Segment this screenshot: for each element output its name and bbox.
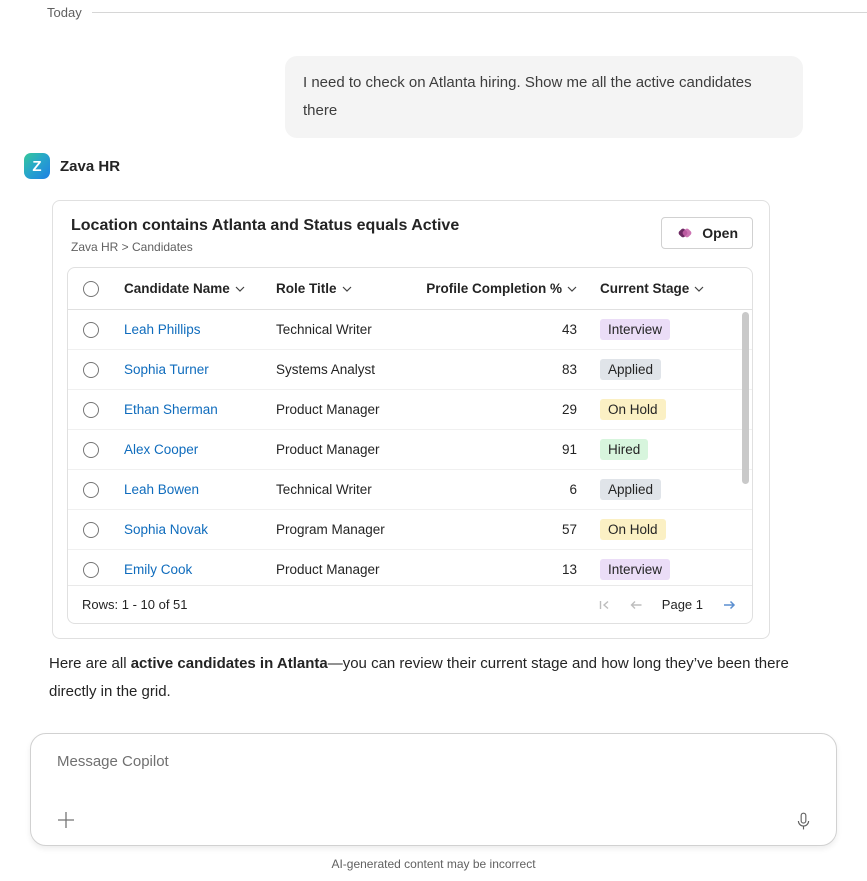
page-number-label: Page 1 [661, 597, 703, 612]
plus-icon [55, 809, 77, 831]
message-composer[interactable] [30, 733, 837, 846]
candidate-name-cell [114, 482, 266, 497]
candidate-name-link[interactable]: Alex Cooper [124, 442, 199, 457]
rows-count-label: Rows: 1 - 10 of 51 [82, 597, 188, 612]
first-page-button[interactable] [596, 597, 612, 613]
row-select-cell [68, 402, 114, 418]
table-row [68, 430, 752, 470]
row-select-cell [68, 522, 114, 538]
row-select-cell [68, 442, 114, 458]
table-row [68, 390, 752, 430]
next-page-button[interactable] [721, 597, 738, 613]
role-title-cell: Systems Analyst [276, 362, 376, 377]
row-select-cell [68, 362, 114, 378]
role-title-cell: Technical Writer [276, 482, 372, 497]
current-stage-cell [577, 519, 752, 540]
user-message-text: I need to check on Atlanta hiring. Show me all the active candidates there [303, 74, 752, 119]
card-header-text [71, 217, 459, 254]
response-bold: active candidates in Atlanta [130, 655, 328, 672]
current-stage-cell [577, 399, 752, 420]
table-row [68, 550, 752, 585]
agent-header [24, 153, 120, 179]
row-checkbox[interactable] [83, 362, 99, 378]
date-divider [47, 5, 867, 20]
candidate-name-link[interactable]: Sophia Novak [124, 522, 209, 537]
card-header [67, 217, 753, 254]
date-divider-line [92, 12, 867, 13]
status-badge: Interview [600, 319, 670, 340]
add-attachment-button[interactable] [55, 809, 77, 831]
chevron-down-icon [342, 286, 352, 292]
candidate-name-cell [114, 402, 266, 417]
select-all-cell [68, 281, 114, 297]
role-title-cell: Product Manager [276, 562, 380, 577]
row-select-cell [68, 562, 114, 578]
response-prefix: Here are all [49, 655, 131, 672]
current-stage-cell [577, 559, 752, 580]
open-button[interactable] [661, 217, 753, 249]
role-title-cell: Product Manager [276, 402, 380, 417]
chevron-down-icon [694, 286, 704, 292]
table-row [68, 510, 752, 550]
agent-avatar [24, 153, 50, 179]
grid-footer [68, 585, 752, 623]
candidate-name-link[interactable]: Leah Phillips [124, 322, 201, 337]
candidates-grid [67, 267, 753, 624]
arrow-left-icon [628, 597, 644, 613]
pagination [596, 597, 738, 613]
date-divider-label: Today [47, 5, 82, 20]
column-header-role-title[interactable]: Role Title [266, 281, 420, 296]
row-select-cell [68, 482, 114, 498]
results-card [52, 200, 770, 639]
profile-completion-cell: 43 [561, 322, 577, 337]
chevron-down-icon [235, 286, 245, 292]
profile-completion-cell: 29 [561, 402, 577, 417]
candidate-name-cell [114, 562, 266, 577]
role-title-cell: Technical Writer [276, 322, 372, 337]
voice-input-button[interactable] [795, 811, 812, 833]
table-row [68, 310, 752, 350]
row-select-cell [68, 322, 114, 338]
status-badge: Applied [600, 359, 661, 380]
row-checkbox[interactable] [83, 522, 99, 538]
candidate-name-link[interactable]: Leah Bowen [124, 482, 200, 497]
ai-disclaimer: AI-generated content may be incorrect [331, 857, 536, 871]
agent-name: Zava HR [60, 157, 121, 175]
status-badge: On Hold [600, 399, 666, 420]
status-badge: Applied [600, 479, 661, 500]
card-title: Location contains Atlanta and Status equals Active [71, 217, 460, 234]
microphone-icon [795, 811, 812, 833]
power-apps-icon [676, 224, 694, 242]
message-input[interactable] [57, 746, 810, 776]
grid-body [68, 310, 752, 585]
candidate-name-cell [114, 442, 266, 457]
agent-response-text [49, 650, 794, 706]
current-stage-cell [577, 319, 752, 340]
row-checkbox[interactable] [83, 482, 99, 498]
candidate-name-link[interactable]: Ethan Sherman [124, 402, 218, 417]
breadcrumb: Zava HR > Candidates [71, 240, 193, 254]
column-header-candidate-name[interactable]: Candidate Name [114, 281, 266, 296]
row-checkbox[interactable] [83, 402, 99, 418]
arrow-right-icon [721, 597, 738, 613]
profile-completion-cell: 91 [561, 442, 577, 457]
grid-header-row [68, 268, 752, 310]
agent-avatar-letter: Z [32, 157, 42, 175]
user-message-bubble [285, 56, 803, 138]
candidate-name-cell [114, 362, 266, 377]
role-title-cell: Product Manager [276, 442, 380, 457]
chevron-down-icon [567, 286, 577, 292]
current-stage-cell [577, 439, 752, 460]
current-stage-cell [577, 479, 752, 500]
candidate-name-link[interactable]: Sophia Turner [124, 362, 209, 377]
candidate-name-cell [114, 322, 266, 337]
row-checkbox[interactable] [83, 562, 99, 578]
profile-completion-cell: 13 [561, 562, 577, 577]
previous-page-button[interactable] [628, 597, 644, 613]
table-row [68, 470, 752, 510]
status-badge: On Hold [600, 519, 666, 540]
column-header-profile-completion[interactable]: Profile Completion % [420, 281, 577, 296]
status-badge: Interview [600, 559, 670, 580]
column-header-current-stage[interactable]: Current Stage [577, 281, 752, 296]
vertical-scrollbar[interactable] [742, 312, 749, 484]
role-title-cell: Program Manager [276, 522, 385, 537]
candidate-name-cell [114, 522, 266, 537]
profile-completion-cell: 6 [569, 482, 577, 497]
table-row [68, 350, 752, 390]
row-checkbox[interactable] [83, 442, 99, 458]
profile-completion-cell: 83 [561, 362, 577, 377]
status-badge: Hired [600, 439, 648, 460]
current-stage-cell [577, 359, 752, 380]
open-button-label: Open [702, 225, 738, 241]
profile-completion-cell: 57 [561, 522, 577, 537]
grid-rows-viewport [68, 310, 752, 585]
select-all-checkbox[interactable] [83, 281, 99, 297]
row-checkbox[interactable] [83, 322, 99, 338]
first-page-icon [596, 597, 612, 613]
candidate-name-link[interactable]: Emily Cook [124, 562, 193, 577]
response-suffix: —you can review their current stage and how long they’ve been there directly in the grid. [49, 655, 789, 700]
